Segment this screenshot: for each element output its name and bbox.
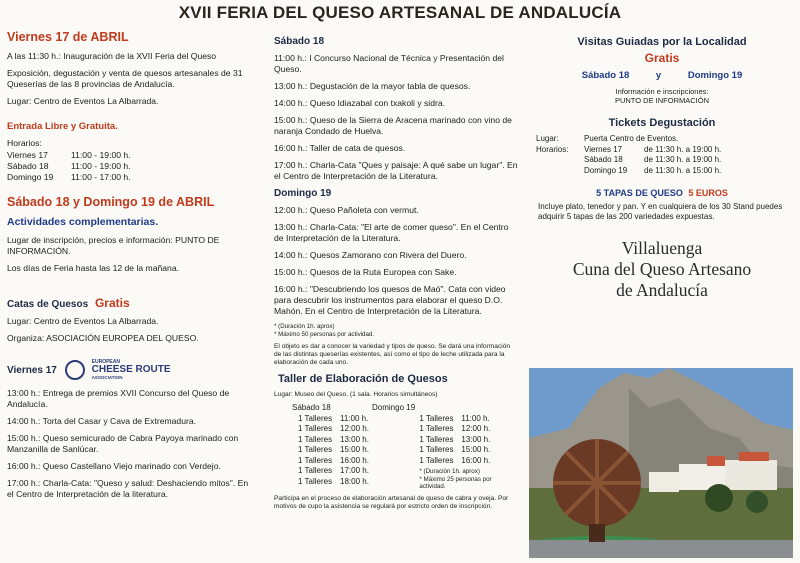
taller-label: 1 Talleres: [298, 455, 333, 465]
sculpture-base: [589, 524, 605, 542]
taller-label: 1 Talleres: [419, 434, 454, 444]
catas-heading: [7, 296, 255, 310]
tapas-text: Incluye plato, tenedor y pan. Y en cualquiera de los 30 Stand puedes adquirir 5 tapas de las 200 variedades expuestas.: [538, 202, 783, 221]
note: * (Duración 1h. aprox): [274, 323, 335, 330]
entrada-hours-label: Horarios:: [7, 138, 42, 148]
slogan: [528, 238, 796, 301]
cheese-route-emblem-icon: [65, 360, 85, 380]
taller-label: 1 Talleres: [298, 466, 333, 475]
visitas-day1: Sábado 18: [581, 70, 630, 81]
tree: [746, 491, 768, 513]
viernes2-heading-row: [7, 358, 255, 382]
taller-label: 1 Talleres: [419, 445, 454, 454]
tickets-day: Sábado 18: [584, 155, 623, 164]
entrada-day: Viernes 17: [7, 150, 48, 160]
viernes2-item: 13:00 h.: Entrega de premios XVII Concurso del Queso de Andalucía.: [7, 388, 230, 409]
taller-label: 1 Talleres: [419, 455, 454, 465]
domingo-heading: Domingo 19: [274, 188, 332, 199]
catas-title: Catas de Quesos: [7, 299, 89, 310]
viernes2-heading: Viernes 17: [7, 364, 57, 376]
taller-heading: Taller de Elaboración de Quesos: [278, 373, 448, 385]
village-photo-illustration: [529, 368, 793, 558]
taller-label: 1 Talleres: [298, 434, 333, 444]
taller-participation: Participa en el proceso de elaboración artesanal de queso de cabra y oveja. Por motivos de cupo la asistencia se regulará por estricto orden de inscripción.: [274, 494, 509, 510]
taller-note: * Máximo 25 personas por actividad.: [419, 475, 492, 490]
domingo-item: 15:00 h.: Quesos de la Ruta Europea con Sake.: [274, 267, 457, 277]
house: [649, 472, 679, 492]
catas-gratis: Gratis: [94, 296, 130, 310]
taller-time: 12:00 h.: [461, 424, 491, 433]
entrada-day: Sábado 18: [7, 161, 49, 171]
tickets-time: de 11:30 h. a 19:00 h.: [644, 144, 722, 154]
domingo-item: 14:00 h.: Quesos Zamorano con Rivera del Duero.: [274, 250, 467, 260]
tapas-heading-a: 5 TAPAS DE QUESO: [596, 188, 683, 198]
opening-line: A las 11:30 h.: Inauguración de la XVII Feria del Queso: [7, 51, 217, 61]
weekend-subheading: Actividades complementarias.: [7, 216, 159, 228]
road: [529, 540, 793, 558]
entrada-day: Domingo 19: [7, 172, 54, 182]
entrada-heading: Entrada Libre y Gratuita.: [7, 121, 118, 132]
taller-time: 13:00 h.: [340, 434, 369, 444]
sabado-item: 16:00 h.: Taller de cata de quesos.: [274, 143, 406, 153]
visitas-days: [528, 70, 796, 81]
viernes2-item: 14:00 h.: Torta del Casar y Cava de Extremadura.: [7, 416, 197, 426]
viernes-place: Lugar: Centro de Eventos La Albarrada.: [7, 96, 159, 106]
viernes2-item: 15:00 h.: Queso semicurado de Cabra Payoya marinado con Manzanilla de Sanlúcar.: [7, 433, 239, 454]
domingo-item: 12:00 h.: Queso Pañoleta con vermut.: [274, 205, 419, 215]
tickets-time: de 11:30 h. a 19:00 h.: [644, 155, 722, 164]
sabado-item: 15:00 h.: Queso de la Sierra de Aracena marinado con vino de naranja Condado de Huelva.: [274, 115, 512, 136]
sculpture-detail: [553, 439, 641, 527]
tickets-day: Viernes 17: [584, 144, 623, 154]
sabado-item: 11:00 h.: I Concurso Nacional de Técnica y Presentación del Queso.: [274, 53, 504, 74]
tapas-heading: [528, 188, 796, 198]
column-left: [7, 30, 255, 506]
note: * Máximo 50 personas por actividad.: [274, 330, 375, 338]
viernes2-item: 17:00 h.: Charla-Cata: "Queso y salud: Deshaciendo mitos". En el Centro de Interpretación de la literatura.: [7, 478, 249, 499]
weekend-heading: Sábado 18 y Domingo 19 de ABRIL: [7, 195, 215, 209]
taller-place: Lugar: Museo del Queso. (1 sala. Horarios simultáneos): [274, 391, 438, 398]
sabado-item: 17:00 h.: Charla-Cata "Ques y paisaje: A qué sabe un lugar". En el Centro de Interpretación de la Literatura.: [274, 160, 518, 181]
logo-bottom-text: ASSOCIATION: [91, 375, 123, 380]
taller-time: 16:00 h.: [461, 455, 491, 465]
taller-time: 11:00 h.: [461, 413, 490, 423]
entrada-time: 11:00 - 19:00 h.: [71, 161, 131, 171]
taller-time: 18:00 h.: [340, 476, 369, 486]
domingo-item: 16:00 h.: "Descubriendo los quesos de Maó". Cata con video para descubrir los instrumentos para elaborar el queso D.O. Mahón. En el Centro de Interpretación de la Literatura.: [274, 284, 506, 316]
weekend-info: Lugar de inscripción, precios e información: PUNTO DE INFORMACIÓN.: [7, 235, 220, 256]
viernes-heading: Viernes 17 de ABRIL: [7, 30, 129, 44]
taller-time: 15:00 h.: [340, 445, 369, 454]
tickets-table: [528, 134, 796, 176]
taller-time: 15:00 h.: [461, 445, 491, 454]
visitas-info2: PUNTO DE INFORMACIÓN: [614, 96, 710, 105]
taller-time: 16:00 h.: [340, 455, 369, 465]
taller-day1: Sábado 18: [292, 403, 331, 412]
page-title: XVII FERIA DEL QUESO ARTESANAL DE ANDALUCÍA: [178, 3, 622, 22]
weekend-nights: Los días de Feria hasta las 12 de la mañana.: [7, 263, 179, 273]
tapas-heading-b: 5 EUROS: [688, 188, 728, 198]
sabado-item: 13:00 h.: Degustación de la mayor tabla de quesos.: [274, 81, 471, 91]
tickets-day: Domingo 19: [584, 165, 628, 175]
cheese-route-logo: [65, 358, 171, 382]
logo-top-text: EUROPEAN: [91, 359, 120, 365]
taller-day2: Domingo 19: [372, 403, 416, 412]
taller-note: * (Duración 1h. aprox): [419, 468, 480, 475]
taller-time: 12:00 h.: [340, 424, 369, 433]
tree: [705, 484, 733, 512]
catas-place: Lugar: Centro de Eventos La Albarrada.: [7, 316, 159, 326]
visitas-and: y: [655, 70, 662, 81]
taller-time: 11:00 h.: [340, 413, 369, 423]
slogan-line: Villaluenga: [621, 238, 703, 258]
catas-org: Organiza: ASOCIACIÓN EUROPEA DEL QUESO.: [7, 333, 199, 343]
taller-label: 1 Talleres: [419, 424, 454, 433]
logo-main-text: CHEESE ROUTE: [91, 364, 171, 375]
taller-day1-list: [274, 414, 419, 491]
exposition-text: Exposición, degustación y venta de quesos artesanales de 31 Queserías de las 8 provincias de Andalucía.: [7, 68, 243, 89]
taller-schedule: [274, 403, 519, 414]
tickets-heading: Tickets Degustación: [608, 117, 716, 129]
sabado-item: 14:00 h.: Queso Idiazabal con txakoli y sidra.: [274, 98, 446, 108]
viernes2-item: 16:00 h.: Queso Castellano Viejo marinado con Verdejo.: [7, 461, 221, 471]
column-middle: [274, 36, 519, 517]
visitas-info1: Información e inscripciones:: [615, 87, 709, 96]
house: [725, 460, 777, 490]
slogan-line: Cuna del Queso Artesano: [572, 259, 752, 279]
column-right: [528, 36, 796, 301]
slogan-line: de Andalucía: [616, 280, 708, 300]
village-photo: [529, 368, 793, 558]
taller-rows: [274, 414, 519, 491]
roof: [707, 456, 725, 466]
tickets-hours-label: Horarios:: [536, 144, 569, 154]
tickets-place: Puerta Centro de Eventos.: [584, 134, 679, 143]
objective-text: El objeto es dar a conocer la variedad y tipos de queso. Se dará una información de las distintas queserías existentes, así como el tipo de leche utilizada para la elaboración de cada uno.: [274, 343, 511, 366]
taller-label: 1 Talleres: [298, 476, 333, 486]
taller-label: 1 Talleres: [298, 424, 333, 433]
tickets-time: de 11:30 h. a 15:00 h.: [644, 165, 722, 175]
entrada-time: 11:00 - 19:00 h.: [71, 150, 131, 160]
sabado-heading: Sábado 18: [274, 36, 325, 47]
domingo-item: 13:00 h.: Charla-Cata: "El arte de comer queso". En el Centro de Interpretación de la Literatura.: [274, 222, 509, 243]
taller-label: 1 Talleres: [419, 413, 454, 423]
entrada-schedule: [7, 150, 255, 183]
visitas-day2: Domingo 19: [687, 70, 743, 81]
taller-time: 13:00 h.: [461, 434, 491, 444]
entrada-time: 11:00 - 17:00 h.: [71, 172, 131, 182]
taller-day2-list: [419, 414, 519, 491]
tickets-place-label: Lugar:: [536, 134, 559, 143]
visitas-heading: Visitas Guiadas por la Localidad: [577, 36, 747, 48]
taller-time: 17:00 h.: [340, 466, 369, 475]
visitas-gratis: Gratis: [644, 51, 680, 65]
taller-label: 1 Talleres: [298, 413, 333, 423]
roof: [739, 452, 769, 461]
taller-label: 1 Talleres: [298, 445, 333, 454]
